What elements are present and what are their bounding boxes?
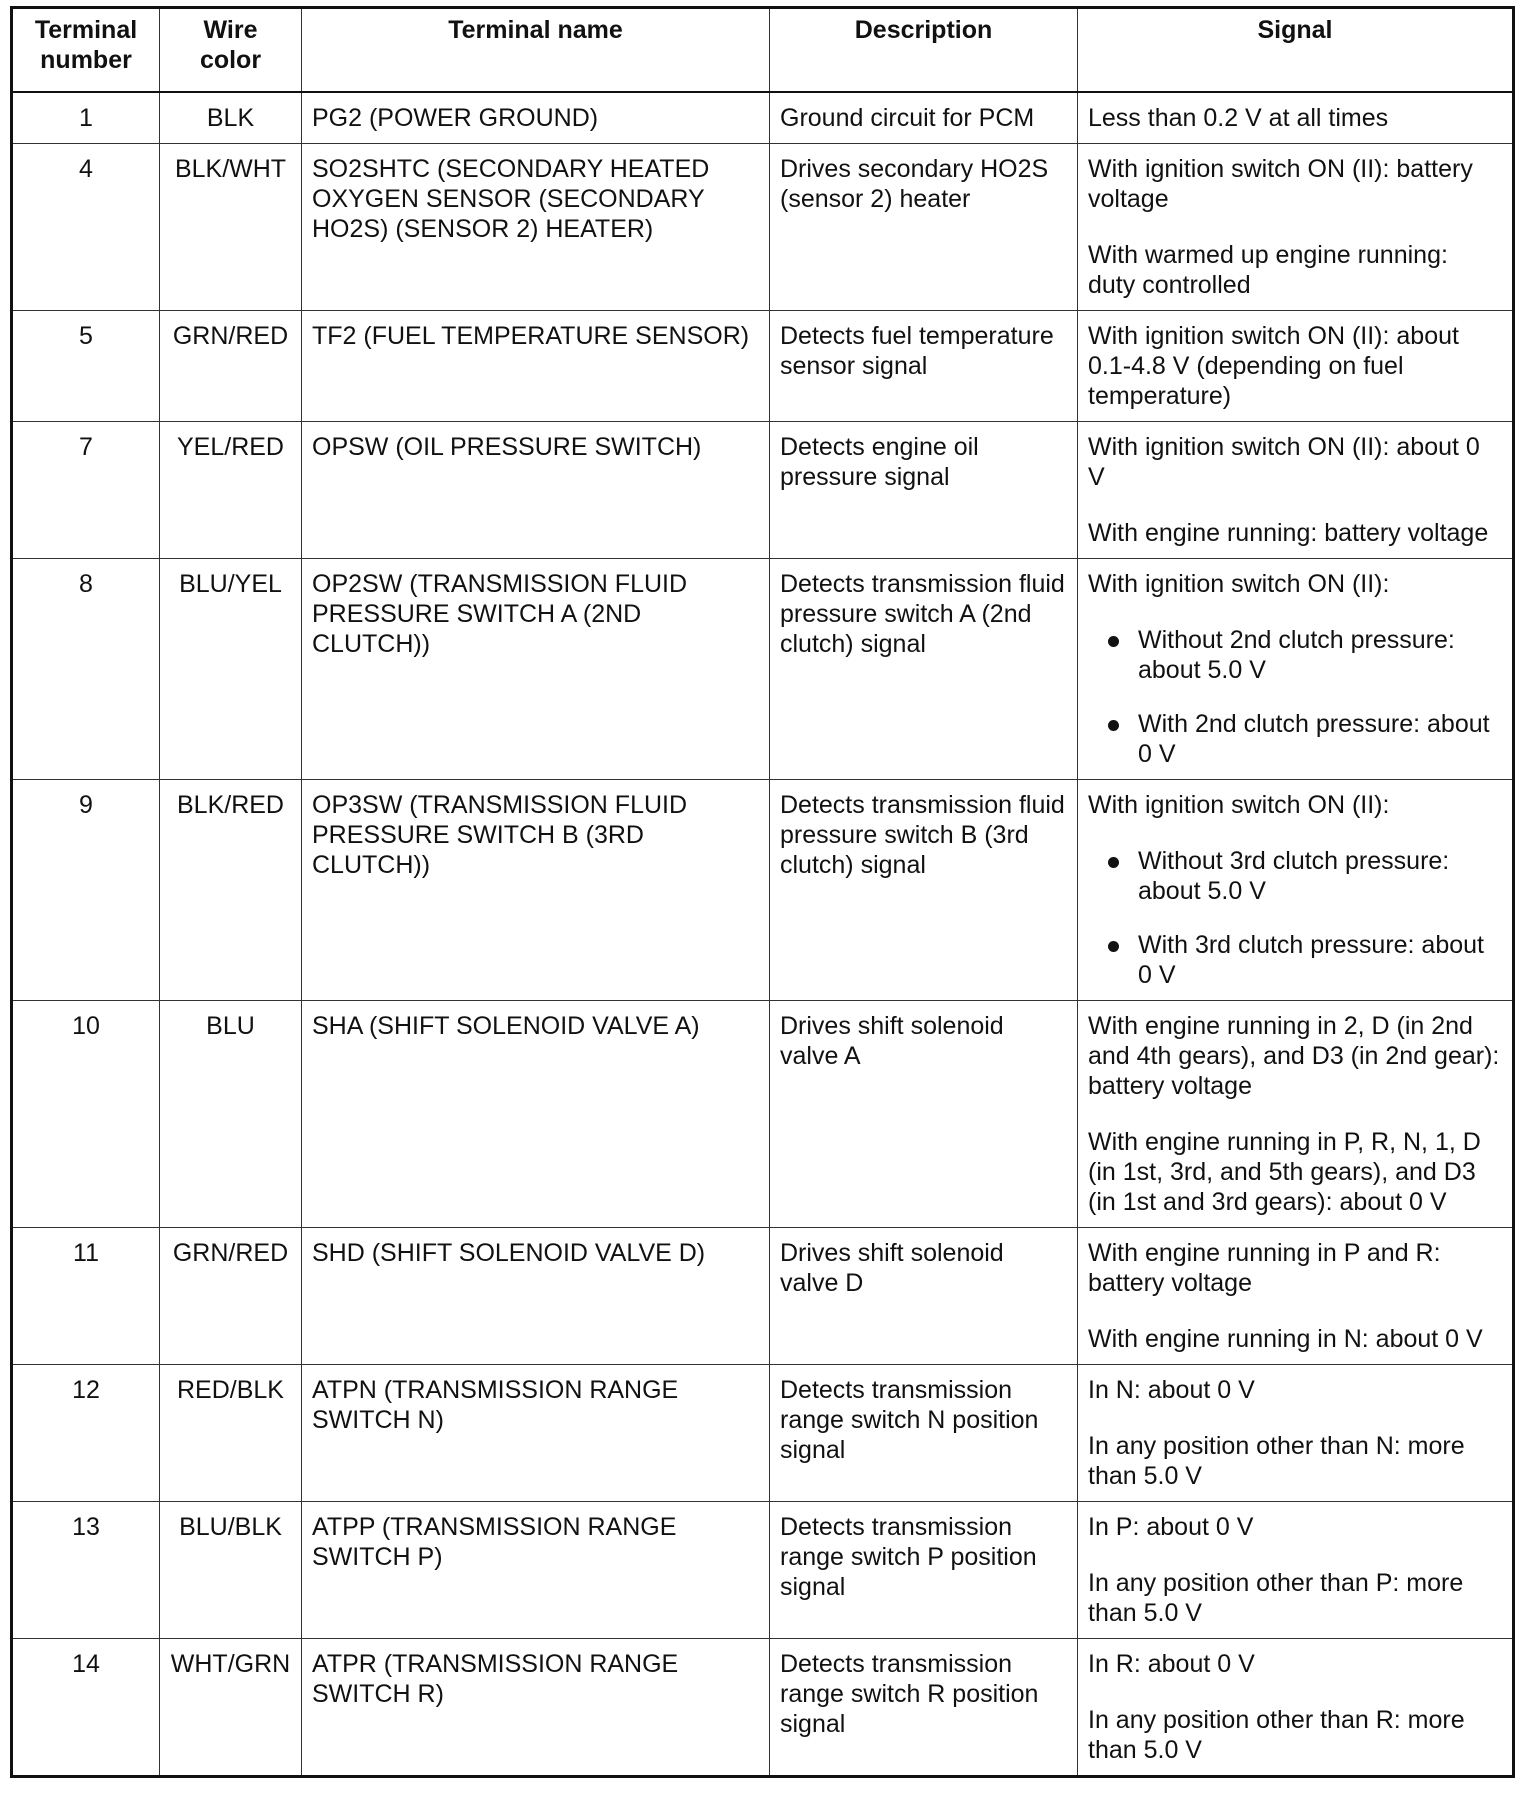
- header-terminal-name: Terminal name: [302, 8, 770, 93]
- terminal-number-cell: 4: [12, 144, 160, 311]
- terminal-name-cell: OP3SW (TRANSMISSION FLUID PRESSURE SWITCH B (3RD CLUTCH)): [302, 780, 770, 1001]
- signal-text: In N: about 0 V: [1088, 1376, 1255, 1404]
- signal-bullet-item: [1088, 846, 1502, 906]
- terminal-name-cell: SO2SHTC (SECONDARY HEATED OXYGEN SENSOR (SECONDARY HO2S) (SENSOR 2) HEATER): [302, 144, 770, 311]
- signal-text: In any position other than N: more than 5.0 V: [1088, 1432, 1465, 1490]
- terminal-name-cell: TF2 (FUEL TEMPERATURE SENSOR): [302, 311, 770, 422]
- description-cell: Detects transmission range switch R position signal: [770, 1639, 1078, 1777]
- terminal-name-cell: OP2SW (TRANSMISSION FLUID PRESSURE SWITCH A (2ND CLUTCH)): [302, 559, 770, 780]
- signal-cell: [1078, 144, 1514, 311]
- signal-text: With warmed up engine running: duty controlled: [1088, 241, 1448, 299]
- signal-cell: [1078, 1639, 1514, 1777]
- description-cell: Drives shift solenoid valve D: [770, 1228, 1078, 1365]
- description-cell: Detects engine oil pressure signal: [770, 422, 1078, 559]
- terminal-name-cell: ATPR (TRANSMISSION RANGE SWITCH R): [302, 1639, 770, 1777]
- table-row: [12, 1228, 1514, 1365]
- signal-text: With ignition switch ON (II): about 0.1-4.8 V (depending on fuel temperature): [1088, 322, 1459, 410]
- signal-text: With ignition switch ON (II): about 0 V: [1088, 433, 1480, 491]
- table-row: [12, 780, 1514, 1001]
- signal-text: In any position other than P: more than 5.0 V: [1088, 1569, 1464, 1627]
- terminal-name-cell: OPSW (OIL PRESSURE SWITCH): [302, 422, 770, 559]
- signal-bullet-text: Without 2nd clutch pressure: about 5.0 V: [1138, 626, 1455, 684]
- header-wire-color: Wire color: [160, 8, 302, 93]
- signal-text: With engine running in P, R, N, 1, D (in 1st, 3rd, and 5th gears), and D3 (in 1st and 3rd gears): about 0 V: [1088, 1128, 1481, 1216]
- table-row: [12, 1639, 1514, 1777]
- header-description: Description: [770, 8, 1078, 93]
- wire-color-cell: GRN/RED: [160, 1228, 302, 1365]
- signal-text: Less than 0.2 V at all times: [1088, 104, 1389, 132]
- table-row: [12, 92, 1514, 144]
- terminal-number-cell: 12: [12, 1365, 160, 1502]
- signal-cell: [1078, 1001, 1514, 1228]
- wire-color-cell: YEL/RED: [160, 422, 302, 559]
- header-signal: Signal: [1078, 8, 1514, 93]
- header-row: [12, 8, 1514, 93]
- signal-bullet-text: Without 3rd clutch pressure: about 5.0 V: [1138, 847, 1450, 905]
- signal-text: In P: about 0 V: [1088, 1513, 1254, 1541]
- signal-text: With engine running in P and R: battery voltage: [1088, 1239, 1441, 1297]
- description-cell: Detects transmission fluid pressure switch A (2nd clutch) signal: [770, 559, 1078, 780]
- bullet-dot-icon: [1108, 857, 1119, 868]
- signal-cell: [1078, 1228, 1514, 1365]
- signal-text: With ignition switch ON (II):: [1088, 570, 1390, 598]
- description-cell: Detects fuel temperature sensor signal: [770, 311, 1078, 422]
- table-body: [12, 92, 1514, 1777]
- signal-cell: [1078, 1365, 1514, 1502]
- wire-color-cell: BLK/RED: [160, 780, 302, 1001]
- terminal-number-cell: 10: [12, 1001, 160, 1228]
- signal-bullet-list: [1088, 846, 1502, 990]
- wire-color-cell: BLU/BLK: [160, 1502, 302, 1639]
- wire-color-cell: BLU: [160, 1001, 302, 1228]
- table-row: [12, 559, 1514, 780]
- table-row: [12, 311, 1514, 422]
- signal-text: With engine running in N: about 0 V: [1088, 1325, 1483, 1353]
- description-cell: Detects transmission range switch N position signal: [770, 1365, 1078, 1502]
- terminal-name-cell: PG2 (POWER GROUND): [302, 92, 770, 144]
- terminal-number-cell: 14: [12, 1639, 160, 1777]
- table-row: [12, 144, 1514, 311]
- signal-bullet-item: [1088, 625, 1502, 685]
- terminal-name-cell: ATPN (TRANSMISSION RANGE SWITCH N): [302, 1365, 770, 1502]
- table-header: [12, 8, 1514, 93]
- signal-text: In R: about 0 V: [1088, 1650, 1255, 1678]
- signal-text: With ignition switch ON (II): battery voltage: [1088, 155, 1473, 213]
- signal-cell: [1078, 559, 1514, 780]
- signal-text: In any position other than R: more than 5.0 V: [1088, 1706, 1465, 1764]
- signal-bullet-text: With 3rd clutch pressure: about 0 V: [1138, 931, 1484, 989]
- terminal-number-cell: 9: [12, 780, 160, 1001]
- wire-color-cell: RED/BLK: [160, 1365, 302, 1502]
- terminal-number-cell: 7: [12, 422, 160, 559]
- wire-color-cell: WHT/GRN: [160, 1639, 302, 1777]
- bullet-dot-icon: [1108, 636, 1119, 647]
- table-row: [12, 1365, 1514, 1502]
- terminal-table: [10, 6, 1515, 1778]
- signal-bullet-item: [1088, 709, 1502, 769]
- wire-color-cell: GRN/RED: [160, 311, 302, 422]
- description-cell: Drives secondary HO2S (sensor 2) heater: [770, 144, 1078, 311]
- header-terminal-number: Terminal number: [12, 8, 160, 93]
- signal-bullet-list: [1088, 625, 1502, 769]
- signal-cell: [1078, 1502, 1514, 1639]
- signal-text: With ignition switch ON (II):: [1088, 791, 1390, 819]
- signal-cell: [1078, 311, 1514, 422]
- description-cell: Drives shift solenoid valve A: [770, 1001, 1078, 1228]
- wire-color-cell: BLU/YEL: [160, 559, 302, 780]
- signal-bullet-item: [1088, 930, 1502, 990]
- table-row: [12, 1001, 1514, 1228]
- bullet-dot-icon: [1108, 720, 1119, 731]
- terminal-name-cell: ATPP (TRANSMISSION RANGE SWITCH P): [302, 1502, 770, 1639]
- description-cell: Ground circuit for PCM: [770, 92, 1078, 144]
- bullet-dot-icon: [1108, 941, 1119, 952]
- terminal-number-cell: 1: [12, 92, 160, 144]
- signal-bullet-text: With 2nd clutch pressure: about 0 V: [1138, 710, 1490, 768]
- description-cell: Detects transmission range switch P position signal: [770, 1502, 1078, 1639]
- terminal-number-cell: 11: [12, 1228, 160, 1365]
- terminal-number-cell: 13: [12, 1502, 160, 1639]
- wire-color-cell: BLK: [160, 92, 302, 144]
- terminal-name-cell: SHA (SHIFT SOLENOID VALVE A): [302, 1001, 770, 1228]
- table-row: [12, 422, 1514, 559]
- description-cell: Detects transmission fluid pressure switch B (3rd clutch) signal: [770, 780, 1078, 1001]
- signal-text: With engine running: battery voltage: [1088, 519, 1489, 547]
- terminal-number-cell: 5: [12, 311, 160, 422]
- signal-text: With engine running in 2, D (in 2nd and 4th gears), and D3 (in 2nd gear): battery voltage: [1088, 1012, 1500, 1100]
- terminal-name-cell: SHD (SHIFT SOLENOID VALVE D): [302, 1228, 770, 1365]
- signal-cell: [1078, 780, 1514, 1001]
- terminal-number-cell: 8: [12, 559, 160, 780]
- signal-cell: [1078, 92, 1514, 144]
- table-row: [12, 1502, 1514, 1639]
- wire-color-cell: BLK/WHT: [160, 144, 302, 311]
- signal-cell: [1078, 422, 1514, 559]
